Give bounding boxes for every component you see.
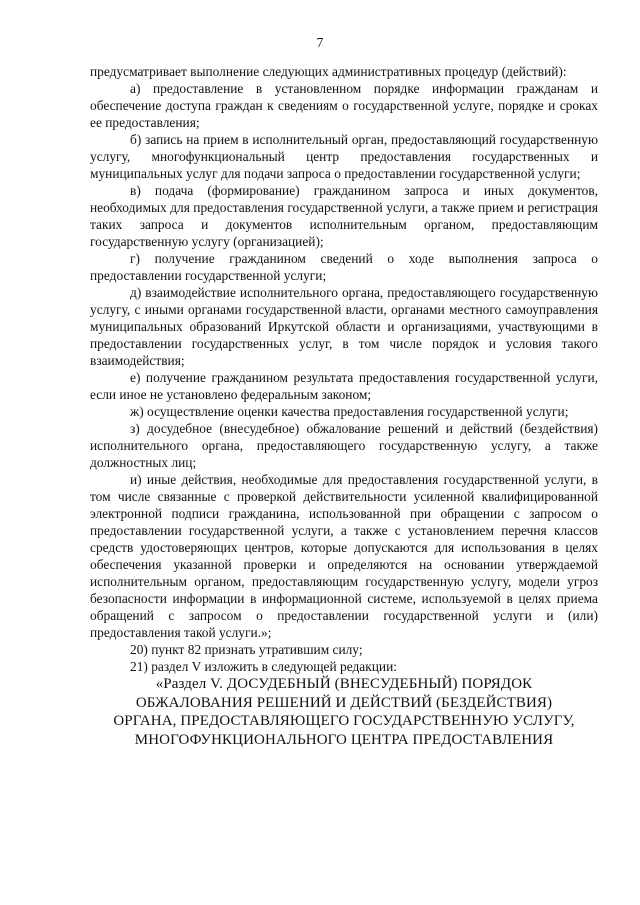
- page-number: 7: [316, 35, 324, 50]
- paragraph-item-e: е) получение гражданином результата предоставления государственной услуги, если иное не установлено федеральным законом;: [90, 370, 598, 402]
- document-body: [90, 63, 598, 749]
- section-heading: [90, 675, 598, 749]
- paragraph-intro: предусматривает выполнение следующих административных процедур (действий):: [90, 64, 567, 79]
- paragraph-item-b: б) запись на прием в исполнительный орган, предоставляющий государственную услугу, многофункциональный центр предоставления государственных и муниципальных услуг для подачи запроса о предоставлении государственной услуги;: [90, 132, 598, 181]
- paragraph-item-g: г) получение гражданином сведений о ходе выполнения запроса о предоставлении государственной услуги;: [90, 251, 598, 283]
- paragraph-point-20: 20) пункт 82 признать утратившим силу;: [130, 642, 363, 657]
- paragraph-item-d: д) взаимодействие исполнительного органа, предоставляющего государственную услугу, с иными органами государственной власти, органами местного самоуправления муниципальных образований Иркутской области и организациями, участвующими в предоставлении государственных услуг, в том числе порядок и условия такого взаимодействия;: [90, 285, 598, 368]
- paragraph-point-21: 21) раздел V изложить в следующей редакции:: [130, 659, 397, 674]
- paragraph-item-zh: ж) осуществление оценки качества предоставления государственной услуги;: [130, 404, 569, 419]
- section-heading-line: МНОГОФУНКЦИОНАЛЬНОГО ЦЕНТРА ПРЕДОСТАВЛЕНИЯ: [134, 731, 554, 748]
- paragraph-item-a: а) предоставление в установленном порядке информации гражданам и обеспечение доступа граждан к сведениям о государственной услуге, порядке и сроках ее предоставления;: [90, 81, 598, 130]
- paragraph-item-v: в) подача (формирование) гражданином запроса и иных документов, необходимых для предоставления государственной услуги, а также прием и регистрация таких запроса и документов исполнительным органом, предоставляющим государственную услугу (организацией);: [90, 183, 598, 249]
- section-heading-line: ОБЖАЛОВАНИЯ РЕШЕНИЙ И ДЕЙСТВИЙ (БЕЗДЕЙСТВИЯ): [135, 694, 553, 711]
- paragraph-item-z: з) досудебное (внесудебное) обжалование решений и действий (бездействия) исполнительного органа, предоставляющего государственную услугу, а также должностных лиц;: [90, 421, 598, 470]
- paragraph-item-i: и) иные действия, необходимые для предоставления государственной услуги, в том числе связанные с проверкой действительности усиленной квалифицированной электронной подписи гражданина, использованной при обращении с запросом о предоставлении государственной услуги, а также с установлением перечня классов средств удостоверяющих центров, которые допускаются для использования в целях обеспечения указанной проверки и определяются на основании утверждаемой исполнительным органом, предоставляющим государственную услугу, модели угроз безопасности информации в информационной системе, используемой в целях приема обращений с запросом о предоставлении государственной услуги и (или) предоставления такой услуги.»;: [90, 472, 598, 640]
- section-heading-line: ОРГАНА, ПРЕДОСТАВЛЯЮЩЕГО ГОСУДАРСТВЕННУЮ УСЛУГУ,: [113, 713, 575, 729]
- section-heading-line: «Раздел V. ДОСУДЕБНЫЙ (ВНЕСУДЕБНЫЙ) ПОРЯДОК: [155, 676, 533, 692]
